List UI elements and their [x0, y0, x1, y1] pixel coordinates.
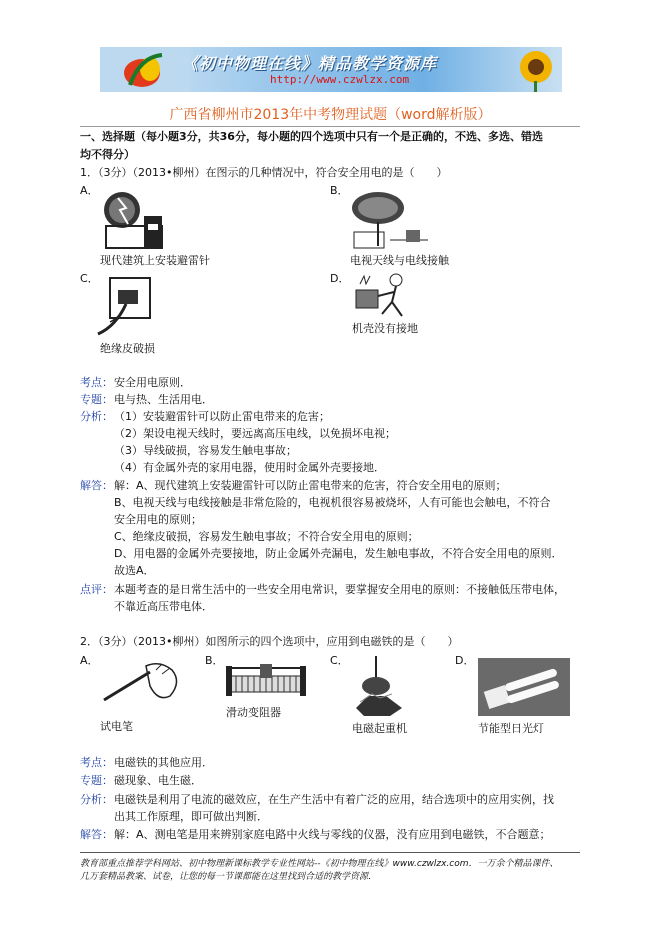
lightning-rod-image: [100, 188, 168, 250]
q1-dianping-line: 不靠近高压带电体．: [114, 600, 213, 613]
q1-fenxi-line: （1）安装避雷针可以防止雷电带来的危害；: [114, 410, 330, 423]
q2-jieda-line: 解：A、测电笔是用来辨别家庭电路中火线与零线的仪器，没有应用到电磁铁，不合题意；: [114, 828, 551, 841]
q2-kaodian-label: 考点：: [80, 756, 113, 769]
q1-fenxi-line: （3）导线破损，容易发生触电事故；: [114, 444, 297, 457]
q2-caption-a: 试电笔: [100, 720, 133, 733]
q1-zhuanti: 电与热、生活用电．: [114, 393, 213, 406]
energy-saving-lamp-image: [478, 658, 570, 716]
q1-fenxi-label: 分析：: [80, 410, 113, 423]
sunflower-graphic: [500, 47, 562, 92]
q1-option-b-letter: B．: [330, 184, 349, 197]
q2-fenxi-line: 出其工作原理，即可做出判断．: [114, 810, 268, 823]
title-divider: [80, 126, 580, 127]
q1-fenxi-line: （4）有金属外壳的家用电器，使用时金属外壳要接地．: [114, 461, 385, 474]
q2-fenxi-line: 电磁铁是利用了电流的磁效应，在生产生活中有着广泛的应用，结合选项中的应用实例，找: [114, 793, 554, 806]
test-pen-image: [100, 656, 184, 706]
q1-jieda-line: B、电视天线与电线接触是非常危险的，电视机很容易被烧坏，人有可能也会触电，不符合: [114, 496, 551, 509]
q2-caption-c: 电磁起重机: [352, 722, 407, 735]
q1-jieda-line: 故选A．: [114, 564, 155, 577]
section-heading-line2: 均不得分）: [80, 148, 135, 161]
q1-jieda-label: 解答：: [80, 479, 113, 492]
rheostat-image: [226, 660, 306, 700]
q1-kaodian: 安全用电原则．: [114, 376, 191, 389]
electromagnetic-crane-image: [350, 656, 416, 718]
q1-caption-d: 机壳没有接地: [352, 322, 418, 335]
tv-antenna-image: [350, 188, 430, 250]
q1-caption-a: 现代建筑上安装避雷针: [100, 254, 210, 267]
q1-jieda-line: 解：A、现代建筑上安装避雷针可以防止雷电带来的危害，符合安全用电的原则；: [114, 479, 507, 492]
q2-jieda-label: 解答：: [80, 828, 113, 841]
banner-title: 《初中物理在线》精品教学资源库: [182, 54, 438, 73]
q1-stem: 1．（3分）（2013•柳州）在图示的几种情况中，符合安全用电的是（ ）: [80, 166, 448, 179]
q2-caption-b: 滑动变阻器: [226, 706, 281, 719]
logo-graphic: [100, 47, 190, 92]
q1-fenxi-line: （2）架设电视天线时，要远离高压电线，以免损坏电视；: [114, 427, 396, 440]
q1-dianping-label: 点评：: [80, 583, 113, 596]
q1-caption-b: 电视天线与电线接触: [350, 254, 449, 267]
footer-divider: [80, 852, 580, 853]
q2-fenxi-label: 分析：: [80, 793, 113, 806]
q1-jieda-line: C、绝缘皮破损，容易发生触电事故；不符合安全用电的原则；: [114, 530, 419, 543]
page-footer: [80, 858, 590, 884]
q1-jieda-line: 安全用电的原则；: [114, 513, 202, 526]
q2-stem: 2．（3分）（2013•柳州）如图所示的四个选项中，应用到电磁铁的是（ ）: [80, 635, 459, 648]
q2-zhuanti-label: 专题：: [80, 774, 113, 787]
q2-option-a-letter: A．: [80, 654, 99, 667]
q1-dianping-line: 本题考查的是日常生活中的一些安全用电常识，要掌握安全用电的原则：不接触低压带电体，: [114, 583, 565, 596]
footer-line: 几万套精品教案、试卷，让您的每一节课都能在这里找到合适的教学资源．: [80, 872, 378, 882]
header-banner: [100, 47, 562, 92]
section-heading-line1: 一、选择题（每小题3分，共36分，每小题的四个选项中只有一个是正确的，不选、多选、错选: [80, 130, 543, 143]
document-title: 广西省柳州市2013年中考物理试题（word解析版）: [169, 107, 492, 123]
banner-url[interactable]: http://www.czwlzx.com: [270, 73, 410, 86]
q1-kaodian-label: 考点：: [80, 376, 113, 389]
q2-kaodian: 电磁铁的其他应用．: [114, 756, 213, 769]
broken-insulation-image: [96, 276, 156, 338]
q1-option-a-letter: A．: [80, 184, 99, 197]
footer-line: 教育部重点推荐学科网站、初中物理新课标教学专业性网站--《初中物理在线》www.czwlzx.com．一万余个精品课件、: [80, 859, 559, 869]
q2-caption-d: 节能型日光灯: [478, 722, 544, 735]
q1-zhuanti-label: 专题：: [80, 393, 113, 406]
q2-option-d-letter: D．: [455, 654, 475, 667]
q1-caption-c: 绝缘皮破损: [100, 342, 155, 355]
q2-option-b-letter: B．: [205, 654, 224, 667]
ungrounded-casing-image: [352, 272, 416, 318]
q1-jieda-line: D、用电器的金属外壳要接地，防止金属外壳漏电，发生触电事故，不符合安全用电的原则．: [114, 547, 563, 560]
q1-option-d-letter: D．: [330, 272, 350, 285]
q2-option-c-letter: C．: [330, 654, 349, 667]
q1-option-c-letter: C．: [80, 272, 99, 285]
q2-zhuanti: 磁现象、电生磁．: [114, 774, 202, 787]
